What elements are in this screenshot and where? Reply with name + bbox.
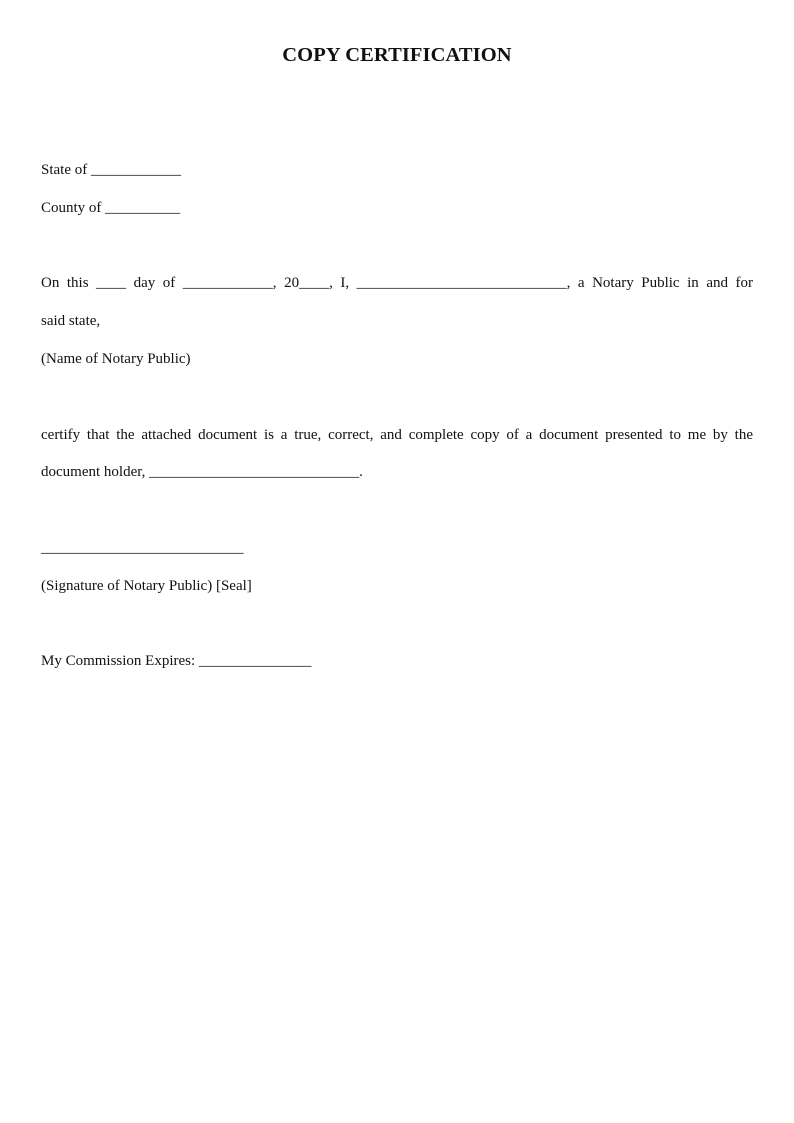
state-line: State of ____________	[41, 162, 181, 178]
signature-line: ___________________________	[41, 540, 244, 556]
document-title: COPY CERTIFICATION	[282, 44, 512, 66]
county-line: County of __________	[41, 200, 181, 216]
paragraph-1-line-2: said state,	[41, 313, 101, 329]
paragraph-2-line-1: certify that the attached document is a true, correct, and complete copy of a document presented to me by the	[41, 427, 753, 443]
paragraph-2-line-2: document holder, ____________________________.	[41, 464, 363, 480]
commission-expires-line: My Commission Expires: _______________	[41, 653, 312, 669]
signature-caption: (Signature of Notary Public) [Seal]	[41, 578, 252, 594]
paragraph-1-line-1: On this ____ day of ____________, 20____, I, ____________________________, a Notary Public in and for	[41, 275, 753, 291]
notary-name-caption: (Name of Notary Public)	[41, 351, 191, 367]
